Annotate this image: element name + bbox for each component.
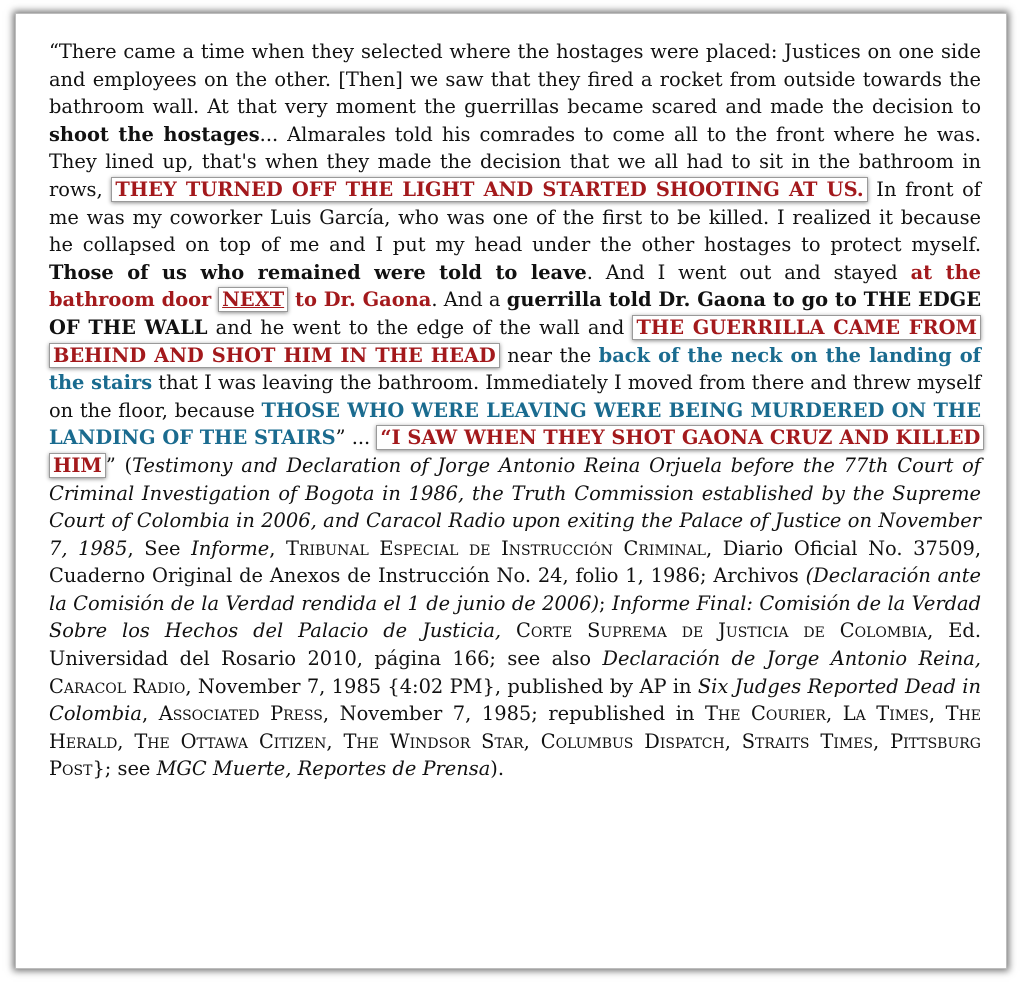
emphasis-bold: guerrilla told Dr. Gaona to go to THE EDGE OF THE WALL <box>49 288 981 339</box>
highlight-blue: THOSE WHO WERE LEAVING WERE BEING MURDERED ON THE LANDING OF THE STAIRS <box>49 398 981 450</box>
citation-italic: Informe Final: Comisión de la Verdad Sobre los Hechos del Palacio de Justicia, <box>49 591 981 643</box>
quote-text: . And I went out and stayed <box>586 260 911 284</box>
citation-text: , Diario Oficial No. 37509, Cuaderno Original de Anexos de Instrucción No. 24, folio 1, 1986; Archivos <box>49 536 982 588</box>
highlight-red: at the bathroom door <box>49 260 982 312</box>
highlight-red-boxed: “I SAW WHEN THEY SHOT GAONA CRUZ AND KILLED HIM <box>49 425 984 478</box>
citation-smallcaps: Caracol Radio <box>49 674 186 698</box>
citation-smallcaps: Associated Press <box>158 702 323 726</box>
quote-text: ... Almarales told his comrades to come all to the front where he was. They lined up, that's when they made the decision that we all had to sit in the bathroom in rows, <box>49 122 981 201</box>
citation-italic: Six Judges Reported Dead in Colombia <box>49 674 981 726</box>
citation-text: }; see <box>92 757 157 781</box>
document-frame <box>16 14 1006 968</box>
citation-smallcaps: Tribunal Especial de Instrucción Criminal <box>286 536 706 560</box>
citation-italic: Testimony and Declaration of Jorge Antonio Reina Orjuela before the 77th Court of Criminal Investigation of Bogota in 1986, the Truth Commission established by the Supreme Court of Colombia in 2006, and Caracol Radio upon exiting the Palace of Justice on November 7, 1985 <box>49 453 981 560</box>
citation-italic: MGC Muerte, Reportes de Prensa <box>156 757 491 781</box>
quote-paragraph <box>49 38 981 783</box>
quote-text: . And a <box>431 288 507 312</box>
citation-text: , <box>269 536 287 560</box>
quote-text: and he went to the edge of the wall and <box>207 315 633 339</box>
citation-smallcaps: Corte Suprema de Justicia de Colombia <box>516 619 928 643</box>
quote-text: near the <box>499 343 599 367</box>
citation-text: , November 7, 1985; republished in <box>322 702 706 726</box>
highlight-red-boxed: THEY TURNED OFF THE LIGHT AND STARTED SHOOTING AT US. <box>111 177 867 202</box>
citation-text: , See <box>127 536 192 560</box>
highlight-blue: back of the neck on the landing of the stairs <box>49 343 981 395</box>
citation-text: , Ed. Universidad del Rosario 2010, página 166; see also <box>49 619 981 671</box>
citation-text: ). <box>490 757 504 781</box>
citation-text: , November 7, 1985 {4:02 PM}, published by AP in <box>185 674 698 698</box>
citation-smallcaps: The Courier, La Times, The Herald, The Ottawa Citizen, The Windsor Star, Columbus Dispatch, Straits Times, Pittsburg Post <box>49 702 982 781</box>
quote-text: that I was leaving the bathroom. Immediately I moved from there and threw myself on the floor, because <box>49 371 981 422</box>
emphasis-bold: Those of us who remained were told to leave <box>49 260 587 284</box>
highlight-red-underlined-boxed: NEXT <box>218 287 288 312</box>
emphasis-bold: shoot the hostages <box>49 122 260 146</box>
highlight-red: to Dr. Gaona <box>288 288 432 312</box>
quote-text: ” <box>105 453 116 477</box>
highlight-red-boxed: THE GUERRILLA CAME FROM BEHIND AND SHOT HIM IN THE HEAD <box>49 315 981 368</box>
quote-text: “There came a time when they selected where the hostages were placed: Justices on one side and employees on the other. [Then] we saw that they fired a rocket from outside towards the bathroom wall. At that very moment the guerrillas became scared and made the decision to <box>49 40 981 119</box>
citation-text: , <box>141 702 159 726</box>
citation-italic: Declaración de Jorge Antonio Reina, <box>602 647 981 671</box>
citation-italic: (Declaración ante la Comisión de la Verdad rendida el 1 de junio de 2006) <box>49 564 981 615</box>
quote-text: In front of me was my coworker Luis García, who was one of the first to be killed. I realized it because he collapsed on top of me and I put my head under the other hostages to protect myself. <box>49 177 981 257</box>
citation-italic: Informe <box>191 536 270 560</box>
citation-text <box>501 619 516 642</box>
citation-text: ( <box>115 453 133 477</box>
quote-text: ” ... <box>335 426 377 450</box>
citation-text: ; <box>599 591 612 615</box>
